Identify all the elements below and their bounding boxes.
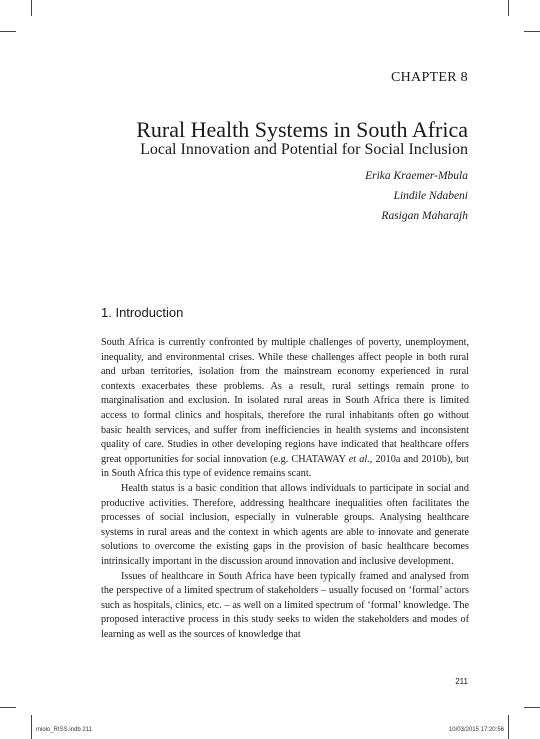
author-name: Erika Kraemer-Mbula (365, 170, 468, 182)
crop-mark (524, 707, 540, 708)
author-list (365, 166, 468, 226)
section-heading: 1. Introduction (101, 305, 184, 320)
crop-mark (0, 31, 16, 32)
crop-mark (508, 0, 509, 16)
citation-italic: et al. (348, 453, 370, 465)
print-slug-timestamp: 10/03/2015 17:20:56 (448, 727, 504, 733)
body-text (101, 336, 469, 642)
crop-mark (31, 0, 32, 16)
print-slug-file: miolo_RISS.indb 211 (36, 727, 92, 733)
chapter-title: Rural Health Systems in South Africa (136, 117, 468, 142)
page-number: 211 (455, 677, 468, 686)
paragraph: Health status is a basic condition that allows individuals to participate in social and productive activities. Therefore, addressing healthcare inequalities often facilitates the processes of social inclusion, especially in vulnerable groups. Analysing healthcare systems in rural areas and the context in which agents are able to innovate and generate solutions to overcome the existing gaps in the provision of basic healthcare becomes intrinsically important in the discussion around innovation and inclusive development. (101, 482, 469, 567)
crop-mark (0, 707, 16, 708)
crop-mark (31, 715, 32, 739)
paragraph: South Africa is currently confronted by multiple challenges of poverty, unemployment, inequality, and environmental crises. While these challenges affect people in both rural and urban territories, isolation from the mainstream economy experienced in rural contexts exacerbates these problems. As a result, rural settings remain prone to marginalisation and exclusion. In isolated rural areas in South Africa there is limited access to formal clinics and hospitals, therefore the rural inhabitants often go without basic health services, and suffer from inefficiencies in health systems and inconsistent quality of care. Studies in other developing regions have indicated that healthcare offers great opportunities for social innovation (e.g. CHATAWAY et al., 2010a and 2010b), but in South Africa this type of evidence remains scant. (101, 337, 469, 480)
author-name: Lindile Ndabeni (393, 190, 468, 202)
chapter-label: CHAPTER 8 (391, 70, 468, 85)
crop-mark (508, 715, 509, 739)
author-name: Rasigan Maharajh (381, 210, 468, 222)
crop-mark (524, 31, 540, 32)
chapter-subtitle: Local Innovation and Potential for Social Inclusion (140, 141, 468, 158)
paragraph: Issues of healthcare in South Africa have been typically framed and analysed from the perspective of a limited spectrum of stakeholders – usually focused on ‘formal’ actors such as hospitals, clinics, etc. – as well on a limited spectrum of ‘formal’ knowledge. The proposed interactive process in this study seeks to widen the stakeholders and modes of learning as well as the sources of knowledge that (101, 570, 469, 640)
